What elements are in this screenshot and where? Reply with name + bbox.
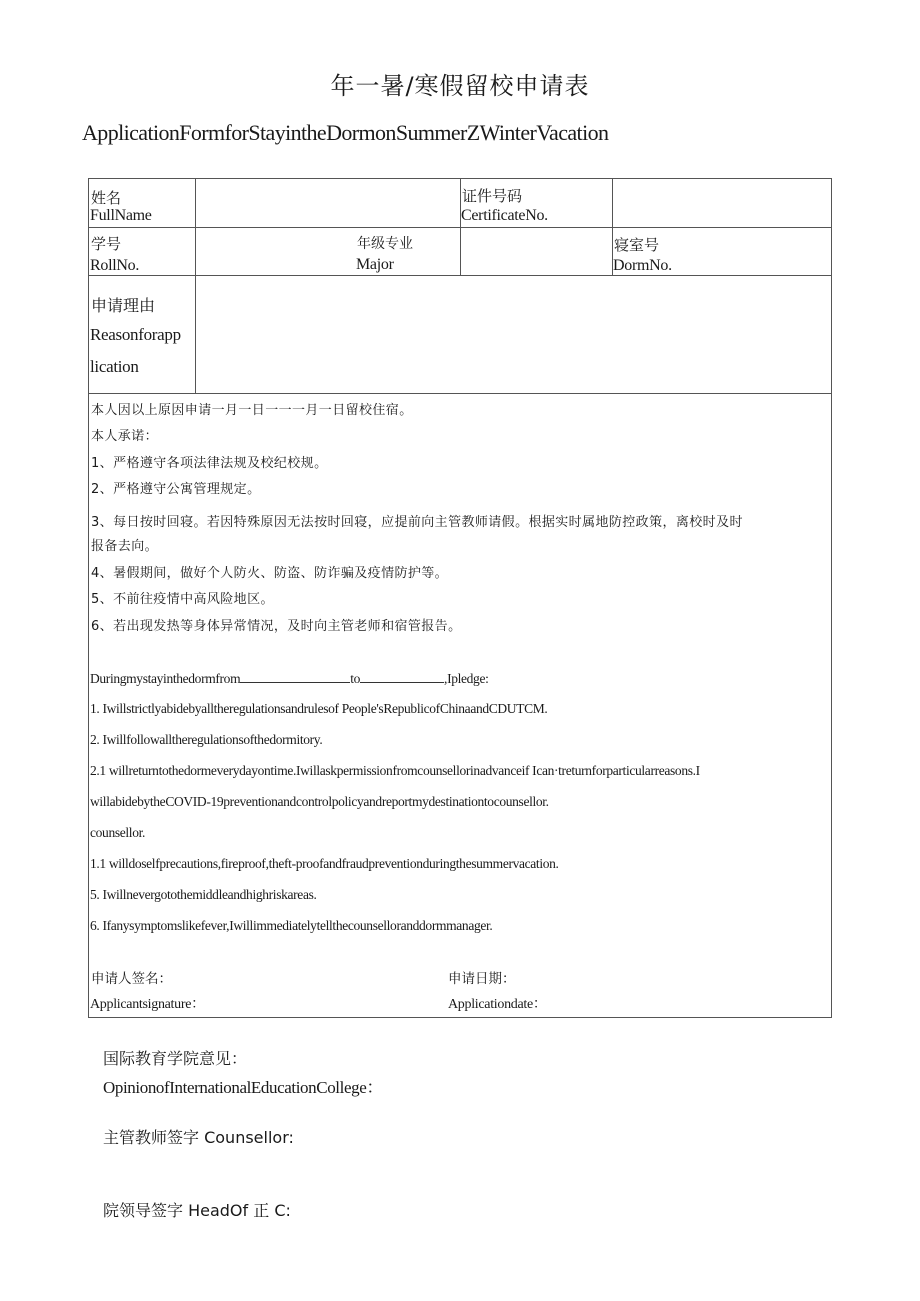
reason-input[interactable] — [196, 276, 831, 392]
opinion-label-en: OpinionofInternationalEducationCollege： — [103, 1078, 383, 1097]
reason-label-zh: 申请理由 — [91, 296, 156, 315]
row-divider — [89, 393, 831, 394]
form-title-chinese: 年一暑/寒假留校申请表 — [330, 72, 590, 100]
roll-no-input[interactable] — [196, 228, 356, 274]
pledge-en-item-cont: willabidebytheCOVID-19preventionandcontrolpolicyandreportmydestinationtocounsellor. — [90, 794, 549, 809]
pledge-en-intro-start: Duringmystayinthedormfrom — [90, 671, 241, 686]
application-date-label-zh: 申请日期： — [448, 971, 516, 987]
opinion-label-zh: 国际教育学院意见： — [103, 1049, 248, 1068]
date-from-blank[interactable] — [240, 670, 350, 683]
pledge-zh-item: 4、暑假期间，做好个人防火、防盗、防诈骗及疫情防护等。 — [91, 566, 449, 581]
reason-label-en-2: lication — [90, 357, 139, 376]
dorm-no-label-zh: 寝室号 — [614, 236, 660, 254]
counsellor-signature-label: 主管教师签字 Counsellor: — [103, 1128, 294, 1147]
pledge-en-intro-to: to — [350, 671, 361, 686]
certificate-no-input[interactable] — [613, 180, 831, 226]
certificate-label-en: CertificateNo. — [461, 207, 548, 224]
pledge-en-item: 2.1 willreturntothedormeverydayontime.Iwillaskpermissionfromcounsellorinadvanceif Ican·treturnforparticularreasons.I — [90, 763, 700, 778]
pledge-zh-item: 3、每日按时回寝。若因特殊原因无法按时回寝，应提前向主管教师请假。根据实时属地防控政策，离校时及时 — [91, 515, 743, 530]
application-form-table — [88, 178, 832, 1018]
major-input[interactable] — [461, 228, 611, 274]
certificate-label-zh: 证件号码 — [462, 187, 523, 205]
applicant-signature-label-en: Applicantsignature： — [90, 997, 205, 1012]
pledge-zh-item: 5、不前往疫情中高风险地区。 — [91, 592, 274, 607]
applicant-signature-label-zh: 申请人签名： — [91, 971, 172, 987]
reason-label-en-1: Reasonforapp — [90, 325, 181, 344]
full-name-label-zh: 姓名 — [91, 189, 122, 207]
pledge-zh-item: 2、严格遵守公寓管理规定。 — [91, 482, 261, 497]
pledge-zh-item-cont: 报备去向。 — [91, 539, 159, 554]
pledge-en-item: 6. Ifanysymptomslikefever,Iwillimmediatelytellthecounselloranddormmanager. — [90, 918, 493, 933]
pledge-en-intro — [90, 670, 489, 687]
head-signature-label: 院领导签字 HeadOf 正 C: — [103, 1201, 291, 1220]
pledge-en-item: 1. Iwillstrictlyabidebyalltheregulationsandrulesof People'sRepublicofChinaandCDUTCM. — [90, 701, 548, 716]
full-name-input[interactable] — [196, 180, 459, 226]
pledge-zh-item: 6、若出现发热等身体异常情况，及时向主管老师和宿管报告。 — [91, 619, 462, 634]
roll-no-label-en: RollNo. — [90, 257, 140, 274]
pledge-en-item: 2. Iwillfollowalltheregulationsofthedormitory. — [90, 732, 323, 747]
pledge-zh-intro: 本人因以上原因申请一月一日一一一月一日留校住宿。 — [91, 403, 413, 418]
roll-no-label-zh: 学号 — [91, 235, 122, 253]
dorm-no-label-en: DormNo. — [613, 257, 672, 274]
pledge-en-item: 1.1 willdoselfprecautions,fireproof,theft-proofandfraudpreventionduringthesummervacation. — [90, 856, 559, 871]
pledge-zh-heading: 本人承诺： — [91, 429, 159, 444]
major-label-en: Major — [356, 256, 394, 273]
pledge-zh-item: 1、严格遵守各项法律法规及校纪校规。 — [91, 456, 328, 471]
major-label-zh: 年级专业 — [357, 236, 413, 252]
pledge-en-item: 5. Iwillnevergotothemiddleandhighriskareas. — [90, 887, 317, 902]
pledge-en-intro-end: ,Ipledge: — [444, 671, 489, 686]
full-name-label-en: FullName — [90, 207, 152, 224]
pledge-en-item-cont: counsellor. — [90, 825, 146, 840]
application-date-label-en: Applicationdate： — [448, 997, 547, 1012]
form-title-english: ApplicationFormforStayintheDormonSummerZWinterVacation — [82, 120, 609, 145]
date-to-blank[interactable] — [360, 670, 444, 683]
